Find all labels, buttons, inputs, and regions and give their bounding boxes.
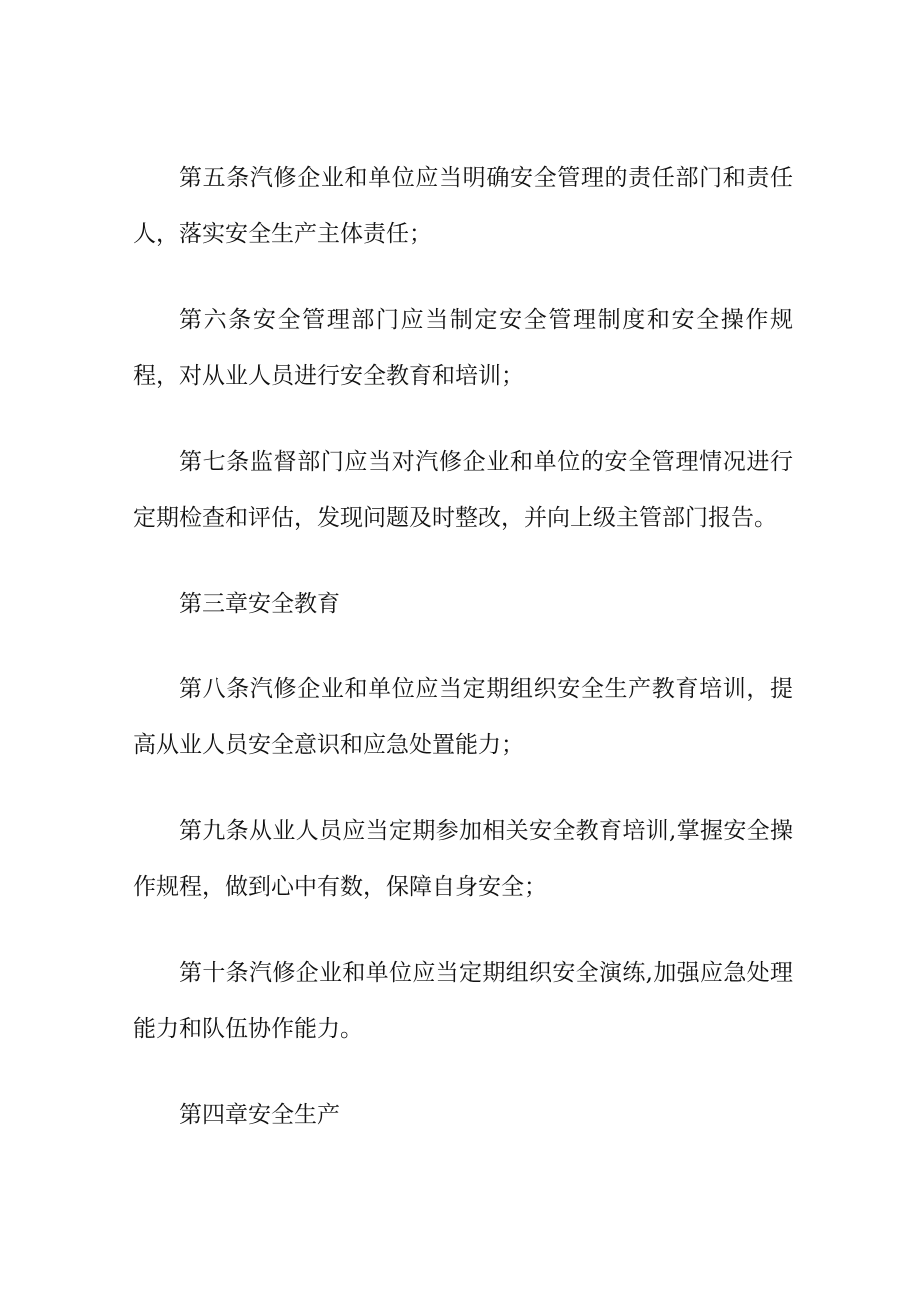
chapter-4-heading: 第四章安全生产 [179,1102,340,1128]
article-5: 第五条汽修企业和单位应当明确安全管理的责任部门和责任人，落实安全生产主体责任； [133,165,793,247]
article-10: 第十条汽修企业和单位应当定期组织安全演练,加强应急处理能力和队伍协作能力。 [133,960,793,1042]
article-7: 第七条监督部门应当对汽修企业和单位的安全管理情况进行定期检查和评估，发现问题及时整改，并向上级主管部门报告。 [133,449,793,531]
article-8: 第八条汽修企业和单位应当定期组织安全生产教育培训，提高从业人员安全意识和应急处置能力； [133,676,793,758]
chapter-3-heading: 第三章安全教育 [179,591,340,617]
article-9: 第九条从业人员应当定期参加相关安全教育培训,掌握安全操作规程，做到心中有数，保障自身安全； [133,818,793,900]
document-body [133,150,793,1172]
article-6: 第六条安全管理部门应当制定安全管理制度和安全操作规程，对从业人员进行安全教育和培训； [133,307,793,389]
